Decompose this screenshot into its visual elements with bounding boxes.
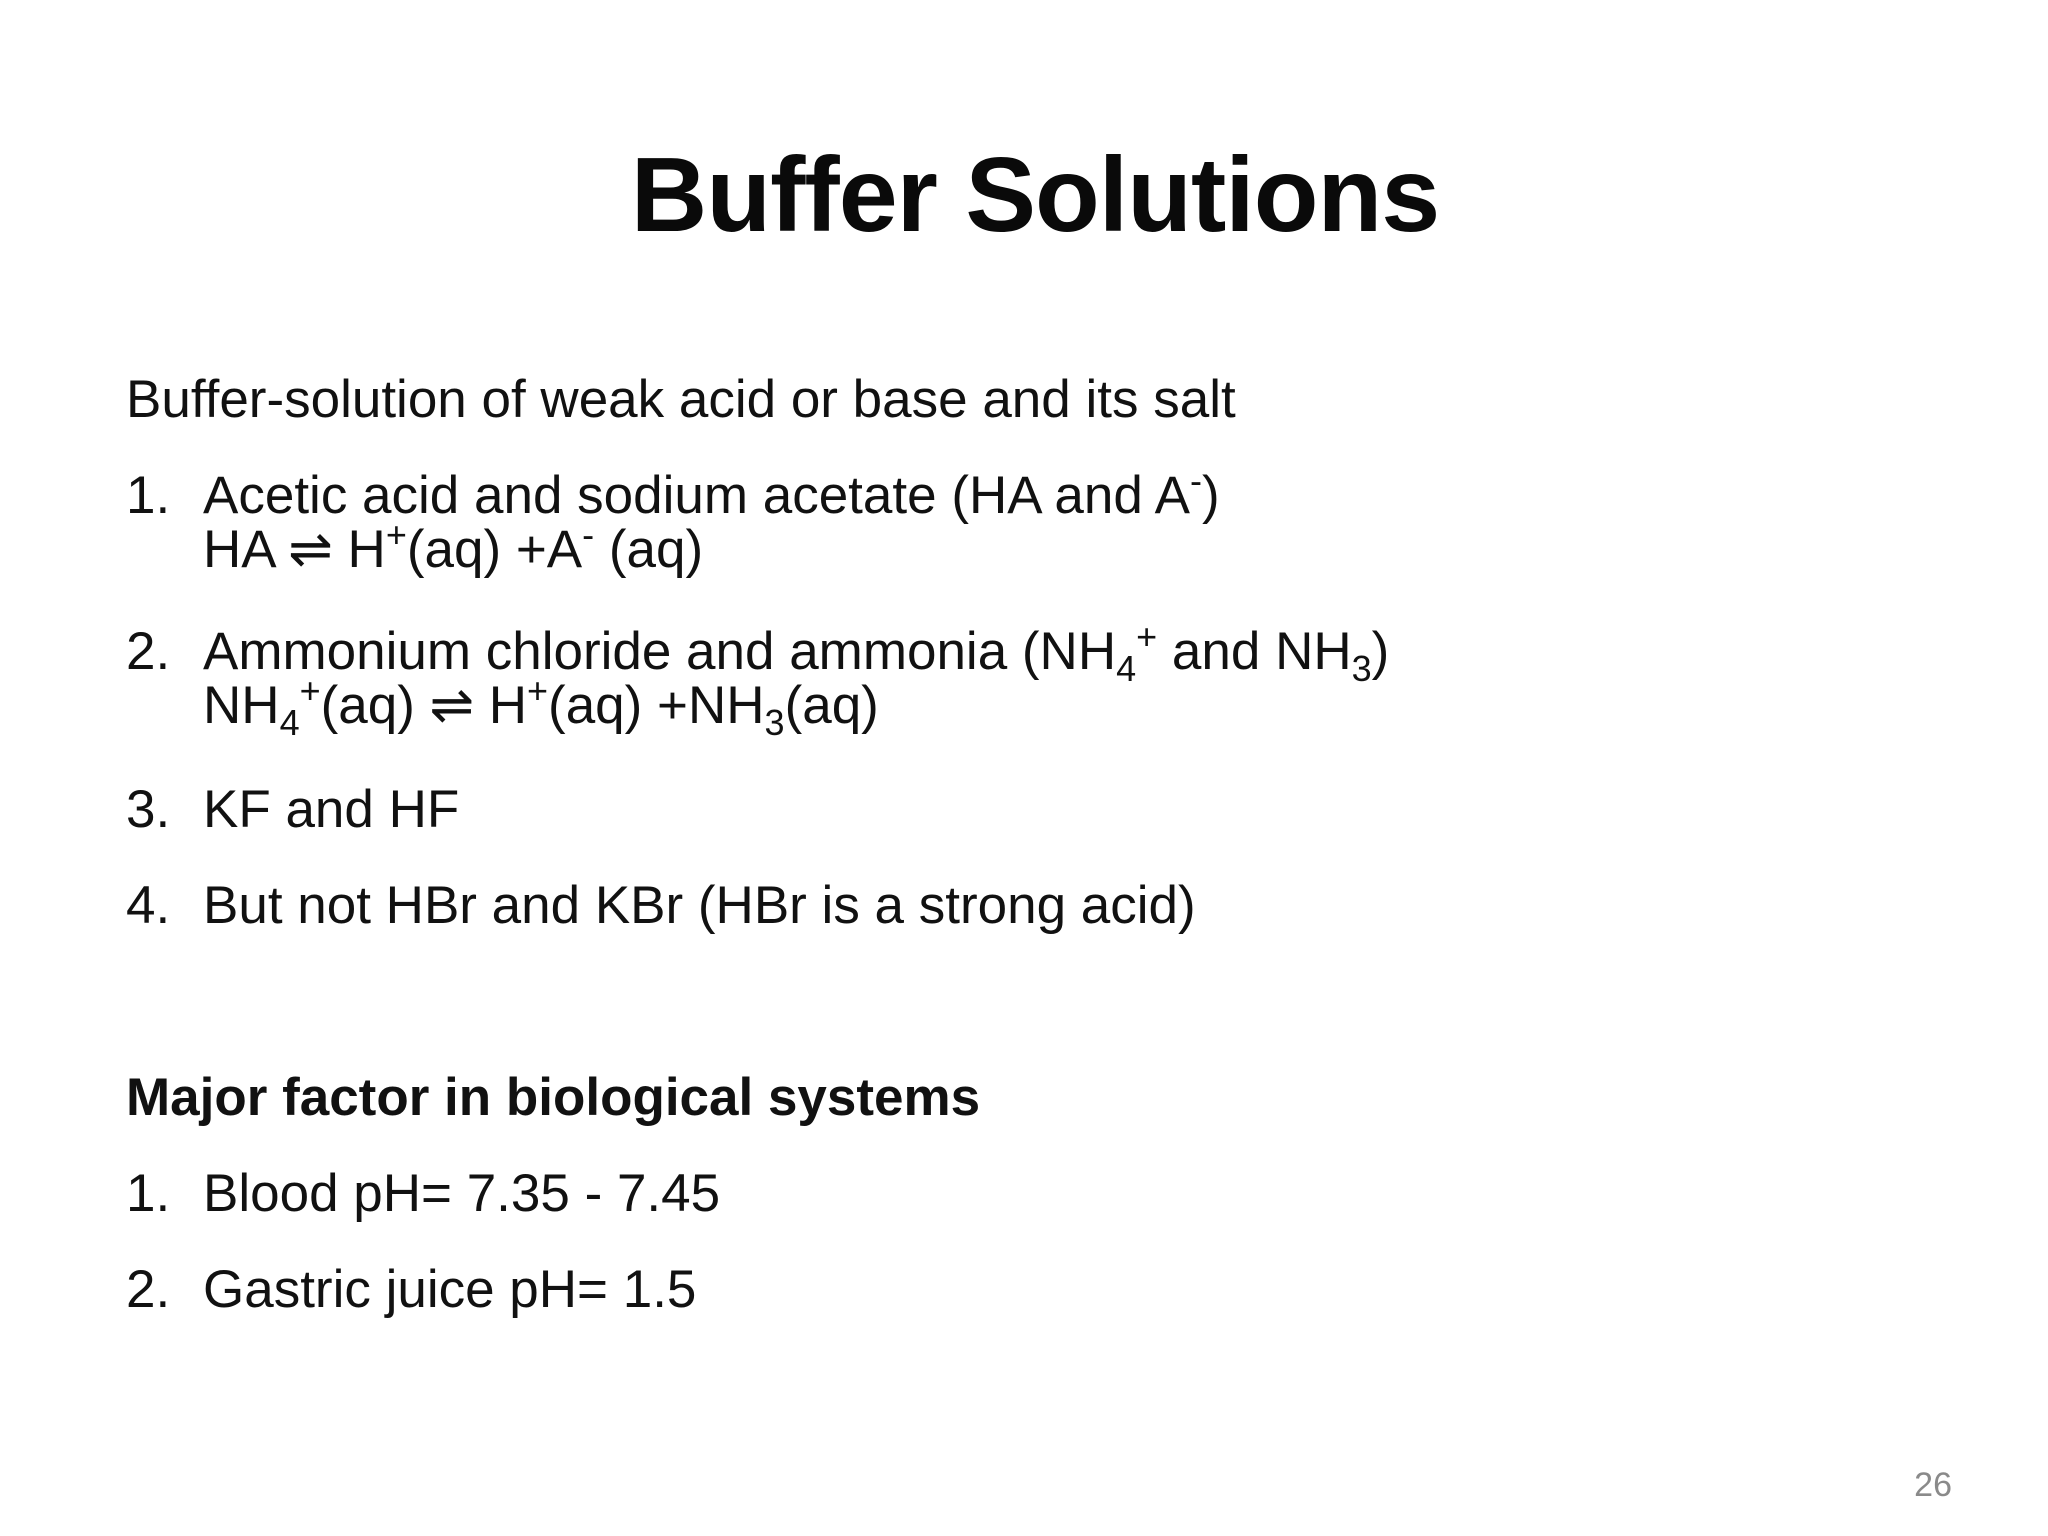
superscript: + [1136, 616, 1158, 657]
text-part: NH [203, 676, 280, 735]
text-part: (aq) [784, 676, 879, 735]
text-part: HA ⇌ H [203, 520, 386, 579]
item-1-line-2 [203, 514, 704, 582]
text-part: and NH [1157, 622, 1352, 681]
item-3-text: KF and HF [203, 780, 460, 839]
text-part: ) [1201, 466, 1220, 525]
superscript: - [582, 514, 595, 555]
superscript: + [385, 514, 407, 555]
page-number: 26 [1914, 1466, 1952, 1504]
bio-heading: Major factor in biological systems [126, 1068, 981, 1127]
bio-item-1-text: Blood pH= 7.35 - 7.45 [203, 1164, 721, 1223]
text-part: (aq) ⇌ H [320, 676, 528, 735]
item-number: 1. [126, 1164, 171, 1223]
superscript: - [1189, 460, 1202, 501]
item-number: 1. [126, 466, 171, 525]
superscript: + [299, 670, 321, 711]
subscript: 4 [279, 702, 300, 743]
subscript: 4 [1116, 648, 1137, 689]
item-number: 2. [126, 1260, 171, 1319]
intro-text: Buffer-solution of weak acid or base and its salt [126, 370, 1236, 429]
item-number: 2. [126, 622, 171, 681]
subscript: 3 [1351, 648, 1372, 689]
slide-title: Buffer Solutions [630, 136, 1440, 254]
text-part: (aq) +A [406, 520, 583, 579]
item-2-line-2 [203, 670, 879, 743]
subscript: 3 [764, 702, 785, 743]
text-part: Ammonium chloride and ammonia (NH [203, 622, 1117, 681]
item-number: 4. [126, 876, 171, 935]
item-number: 3. [126, 780, 171, 839]
superscript: + [527, 670, 549, 711]
text-part: (aq) +NH [548, 676, 765, 735]
text-part: (aq) [594, 520, 704, 579]
bio-item-2-text: Gastric juice pH= 1.5 [203, 1260, 697, 1319]
text-part: ) [1371, 622, 1390, 681]
text-part: Acetic acid and sodium acetate (HA and A [203, 466, 1190, 525]
item-4-text: But not HBr and KBr (HBr is a strong acid) [203, 876, 1196, 935]
